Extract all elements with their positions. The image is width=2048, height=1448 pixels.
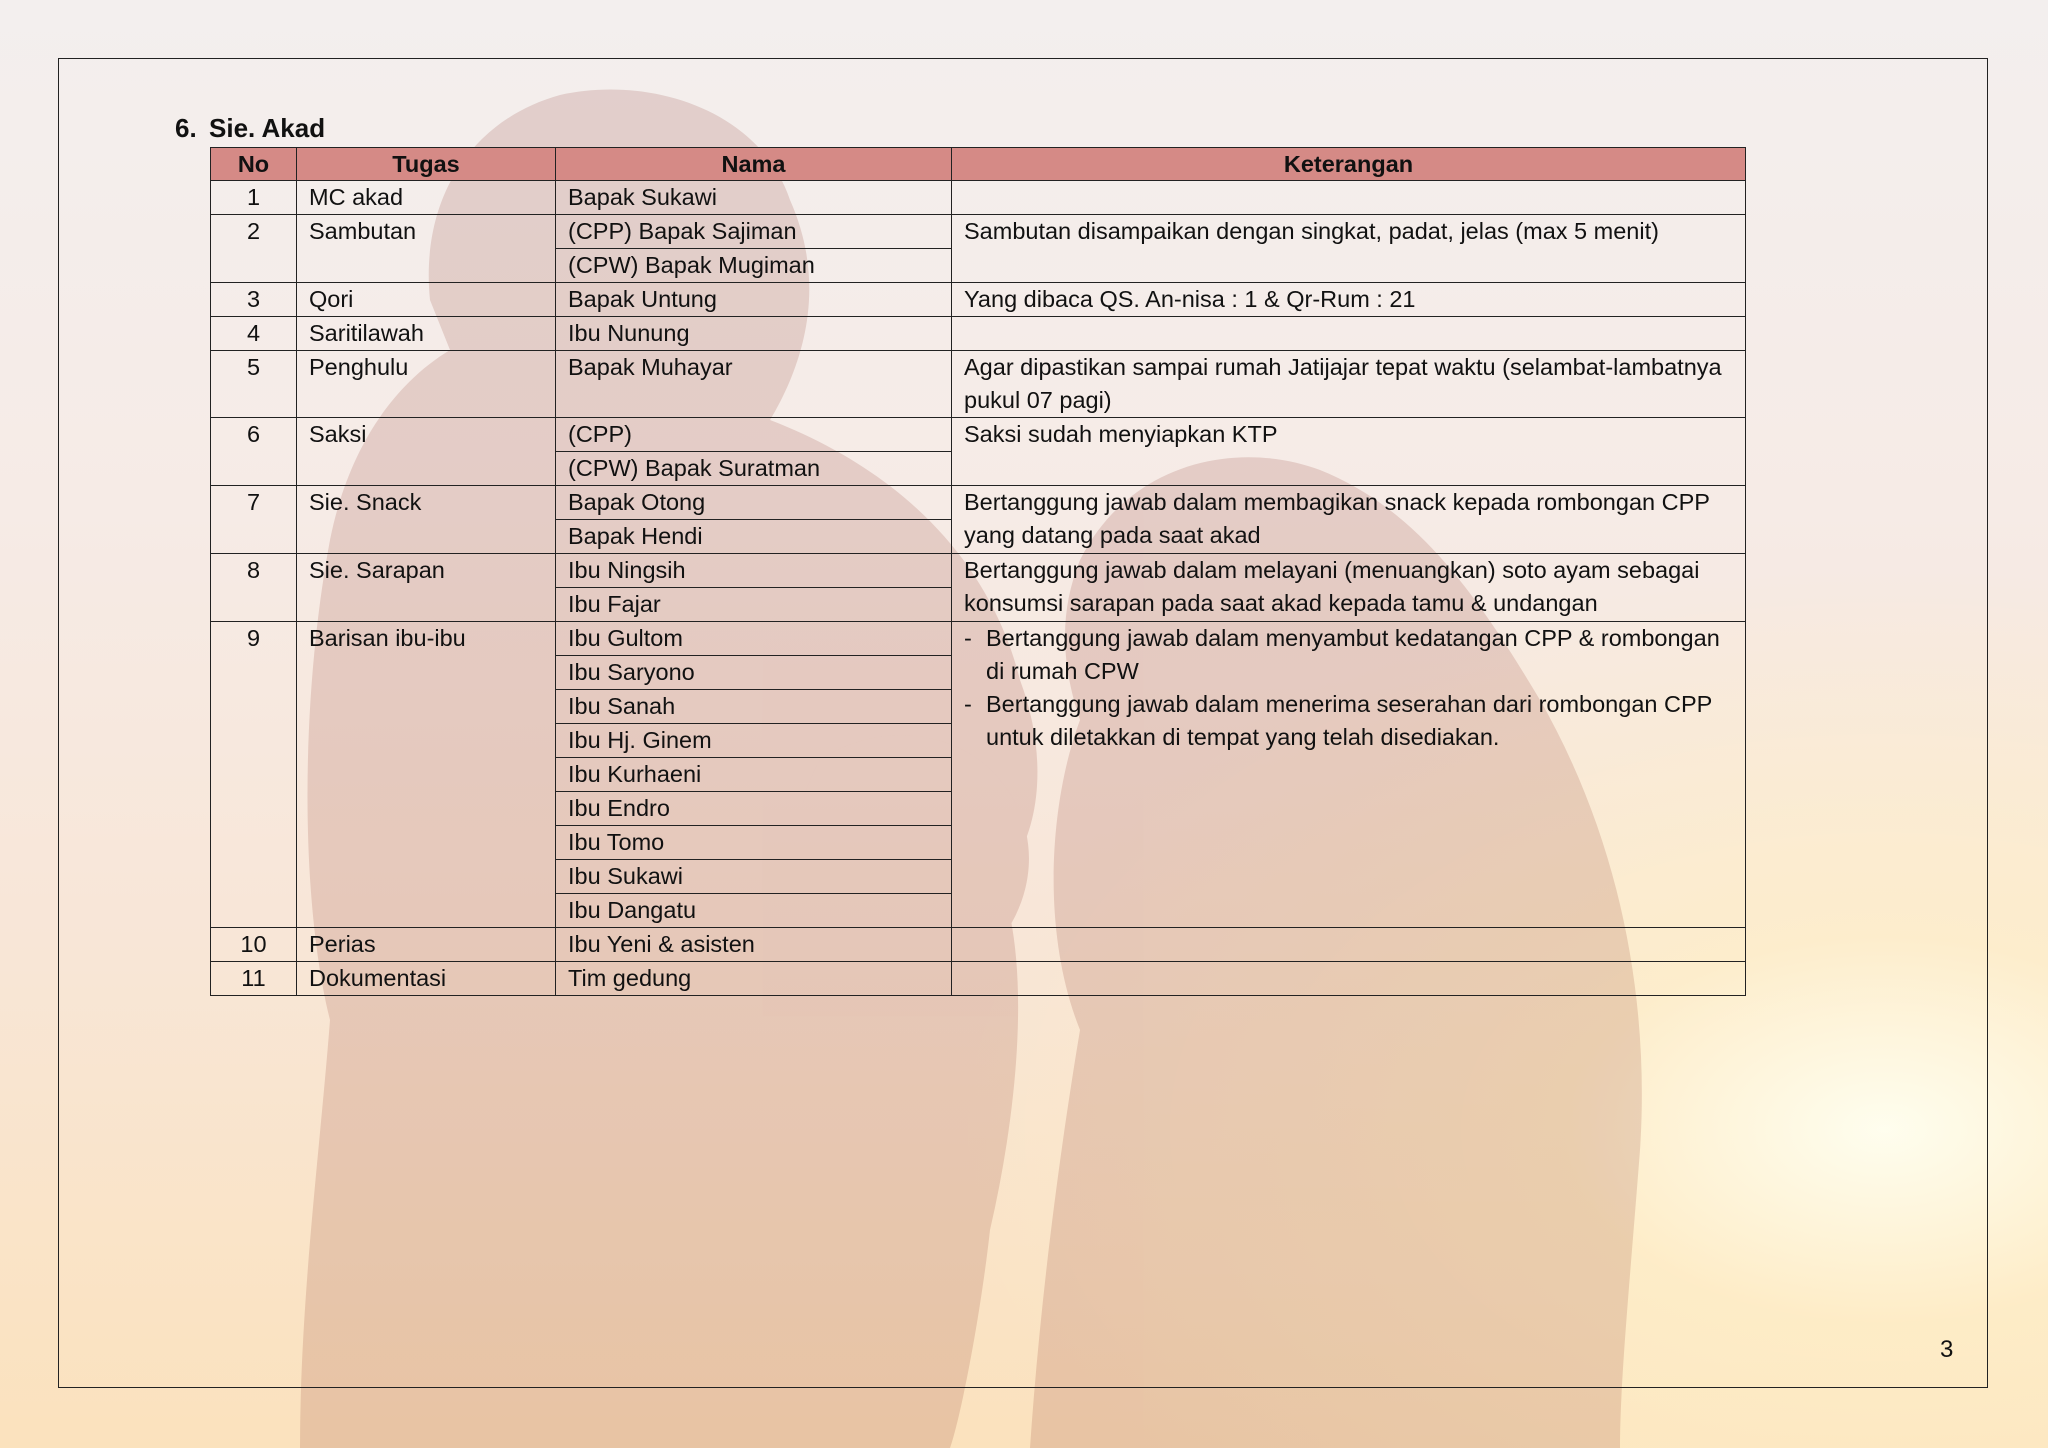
header-tugas: Tugas xyxy=(297,148,556,181)
cell-tugas: Sie. Snack xyxy=(297,486,556,554)
cell-nama: Tim gedung xyxy=(556,962,952,996)
cell-keterangan xyxy=(952,317,1746,351)
cell-tugas: Saritilawah xyxy=(297,317,556,351)
cell-nama: Ibu Sanah xyxy=(556,690,952,724)
cell-nama: Ibu Tomo xyxy=(556,826,952,860)
table-row xyxy=(211,486,1746,520)
cell-nama: Ibu Kurhaeni xyxy=(556,758,952,792)
cell-nama: (CPW) Bapak Suratman xyxy=(556,452,952,486)
cell-tugas: Dokumentasi xyxy=(297,962,556,996)
cell-nama: Ibu Ningsih xyxy=(556,554,952,588)
table-row xyxy=(211,418,1746,452)
cell-keterangan xyxy=(952,928,1746,962)
cell-tugas: Barisan ibu-ibu xyxy=(297,622,556,928)
cell-no: 7 xyxy=(211,486,297,554)
cell-nama: (CPP) Bapak Sajiman xyxy=(556,215,952,249)
cell-nama: (CPW) Bapak Mugiman xyxy=(556,249,952,283)
cell-no: 6 xyxy=(211,418,297,486)
cell-keterangan: Sambutan disampaikan dengan singkat, padat, jelas (max 5 menit) xyxy=(952,215,1746,283)
cell-no: 1 xyxy=(211,181,297,215)
cell-no: 11 xyxy=(211,962,297,996)
cell-nama: Ibu Dangatu xyxy=(556,894,952,928)
cell-keterangan xyxy=(952,622,1746,928)
cell-keterangan xyxy=(952,962,1746,996)
cell-nama: Ibu Gultom xyxy=(556,622,952,656)
cell-no: 8 xyxy=(211,554,297,622)
cell-keterangan: Bertanggung jawab dalam melayani (menuangkan) soto ayam sebagai konsumsi sarapan pada saat akad kepada tamu & undangan xyxy=(952,554,1746,622)
cell-keterangan xyxy=(952,181,1746,215)
table-row xyxy=(211,928,1746,962)
cell-tugas: Penghulu xyxy=(297,351,556,418)
header-no: No xyxy=(211,148,297,181)
table-row xyxy=(211,181,1746,215)
table-row xyxy=(211,554,1746,588)
cell-no: 10 xyxy=(211,928,297,962)
cell-tugas: MC akad xyxy=(297,181,556,215)
cell-nama: Ibu Nunung xyxy=(556,317,952,351)
keterangan-list-item: - Bertanggung jawab dalam menerima seserahan dari rombongan CPP untuk diletakkan di tempat yang telah disediakan. xyxy=(964,688,1733,754)
table-row xyxy=(211,317,1746,351)
cell-nama: Bapak Sukawi xyxy=(556,181,952,215)
cell-tugas: Saksi xyxy=(297,418,556,486)
cell-tugas: Sie. Sarapan xyxy=(297,554,556,622)
cell-keterangan: Bertanggung jawab dalam membagikan snack kepada rombongan CPP yang datang pada saat akad xyxy=(952,486,1746,554)
cell-nama: Bapak Otong xyxy=(556,486,952,520)
cell-nama: Bapak Muhayar xyxy=(556,351,952,418)
cell-no: 5 xyxy=(211,351,297,418)
table-body xyxy=(211,181,1746,996)
section-title xyxy=(175,112,325,144)
cell-keterangan: Agar dipastikan sampai rumah Jatijajar tepat waktu (selambat-lambatnya pukul 07 pagi) xyxy=(952,351,1746,418)
cell-nama: Ibu Fajar xyxy=(556,588,952,622)
table-row xyxy=(211,351,1746,418)
cell-no: 3 xyxy=(211,283,297,317)
keterangan-list-item: - Bertanggung jawab dalam menyambut kedatangan CPP & rombongan di rumah CPW xyxy=(964,622,1733,688)
table-row xyxy=(211,215,1746,249)
cell-nama: Ibu Sukawi xyxy=(556,860,952,894)
cell-tugas: Sambutan xyxy=(297,215,556,283)
keterangan-list xyxy=(964,622,1733,754)
header-keterangan: Keterangan xyxy=(952,148,1746,181)
section-title-text: Sie. Akad xyxy=(209,113,326,143)
cell-keterangan: Saksi sudah menyiapkan KTP xyxy=(952,418,1746,486)
cell-nama: Ibu Endro xyxy=(556,792,952,826)
section-number: 6. xyxy=(175,113,197,143)
table-row xyxy=(211,622,1746,656)
cell-no: 9 xyxy=(211,622,297,928)
cell-nama: (CPP) xyxy=(556,418,952,452)
table-row xyxy=(211,962,1746,996)
table-row xyxy=(211,283,1746,317)
cell-nama: Ibu Yeni & asisten xyxy=(556,928,952,962)
cell-nama: Ibu Saryono xyxy=(556,656,952,690)
cell-no: 2 xyxy=(211,215,297,283)
cell-nama: Bapak Hendi xyxy=(556,520,952,554)
cell-keterangan: Yang dibaca QS. An-nisa : 1 & Qr-Rum : 21 xyxy=(952,283,1746,317)
committee-table xyxy=(210,147,1746,996)
cell-nama: Bapak Untung xyxy=(556,283,952,317)
cell-no: 4 xyxy=(211,317,297,351)
table-header-row xyxy=(211,148,1746,181)
cell-tugas: Perias xyxy=(297,928,556,962)
cell-nama: Ibu Hj. Ginem xyxy=(556,724,952,758)
header-nama: Nama xyxy=(556,148,952,181)
cell-tugas: Qori xyxy=(297,283,556,317)
page-number: 3 xyxy=(1940,1336,1954,1363)
